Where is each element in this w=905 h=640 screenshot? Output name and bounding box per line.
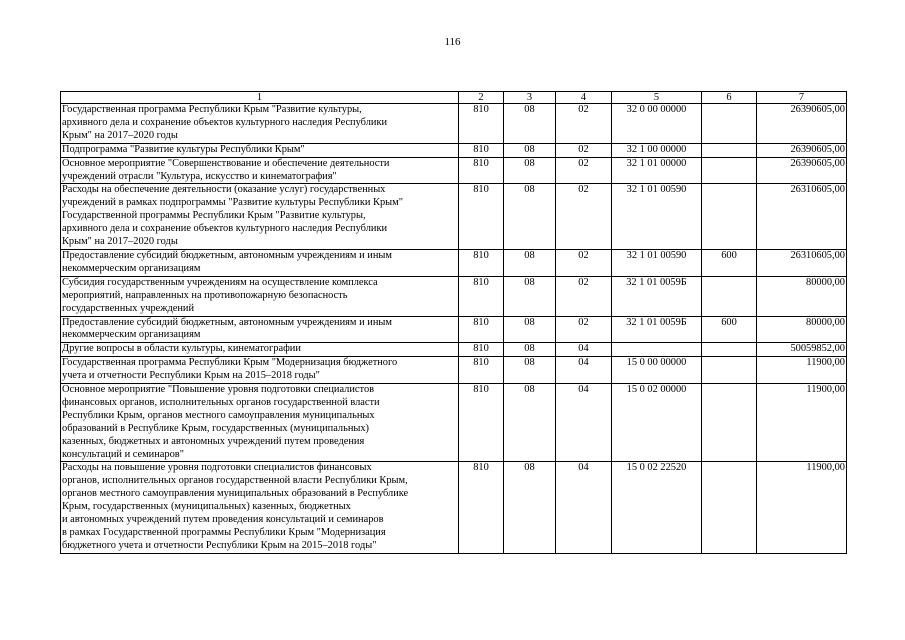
row-col-6 [702,384,757,462]
row-col-2: 810 [459,143,504,157]
row-amount: 80000,00 [757,276,847,316]
row-col-2: 810 [459,157,504,184]
row-amount: 26310605,00 [757,249,847,276]
row-col-6 [702,357,757,384]
header-col-2: 2 [459,92,504,104]
row-col-3: 08 [504,357,556,384]
row-col-3: 08 [504,384,556,462]
row-name: Основное мероприятие "Совершенствование и обеспечение деятельности учреждений отрасли "Культура, искусство и кинематография" [61,157,459,184]
row-name: Расходы на обеспечение деятельности (оказание услуг) государственных учреждений в рамках подпрограммы "Развитие культуры Республики Крым" Государственной программы Республики Крым "Развитие культуры, архивного дела и сохранение объектов культурного наследия Республики Крым" на 2017–2020 годы [61,184,459,250]
row-col-6: 600 [702,249,757,276]
row-col-2: 810 [459,343,504,357]
row-col-5: 15 0 00 00000 [612,357,702,384]
row-col-3: 08 [504,157,556,184]
row-amount: 80000,00 [757,316,847,343]
row-col-3: 08 [504,104,556,144]
header-col-5: 5 [612,92,702,104]
row-col-3: 08 [504,184,556,250]
row-col-4: 04 [556,384,612,462]
row-amount: 26390605,00 [757,143,847,157]
row-col-2: 810 [459,357,504,384]
row-col-5: 32 1 01 00590 [612,184,702,250]
row-amount: 26310605,00 [757,184,847,250]
row-col-3: 08 [504,343,556,357]
row-col-4: 02 [556,316,612,343]
row-col-4: 04 [556,343,612,357]
row-name: Другие вопросы в области культуры, кинематографии [61,343,459,357]
row-col-6 [702,184,757,250]
row-col-3: 08 [504,276,556,316]
row-col-4: 02 [556,276,612,316]
table-row [61,184,847,250]
page-number: 116 [444,36,461,48]
header-col-3: 3 [504,92,556,104]
table-row [61,276,847,316]
row-col-6 [702,157,757,184]
row-name: Государственная программа Республики Крым "Развитие культуры, архивного дела и сохранение объектов культурного наследия Республики Крым" на 2017–2020 годы [61,104,459,144]
row-name: Государственная программа Республики Крым "Модернизация бюджетного учета и отчетности Республики Крым на 2015–2018 годы" [61,357,459,384]
table-row [61,157,847,184]
budget-table [60,91,847,554]
row-name: Субсидия государственным учреждениям на осуществление комплекса мероприятий, направленных на противопожарную безопасность государственных учреждений [61,276,459,316]
row-col-5: 15 0 02 22520 [612,462,702,553]
row-col-4: 04 [556,357,612,384]
row-col-2: 810 [459,249,504,276]
row-col-6 [702,276,757,316]
header-col-6: 6 [702,92,757,104]
header-col-1: 1 [61,92,459,104]
row-col-4: 02 [556,143,612,157]
row-col-2: 810 [459,276,504,316]
row-col-4: 02 [556,157,612,184]
row-col-2: 810 [459,184,504,250]
row-col-5: 15 0 02 00000 [612,384,702,462]
row-col-6 [702,343,757,357]
table-row [61,104,847,144]
row-name: Расходы на повышение уровня подготовки специалистов финансовых органов, исполнительных органов государственной власти Республики Крым, органов местного самоуправления муниципальных образований в Республике Крым, государственных (муниципальных) казенных, бюджетных и автономных учреждений путем проведения консультаций и семинаров в рамках Государственной программы Республики Крым "Модернизация бюджетного учета и отчетности Республики Крым на 2015–2018 годы" [61,462,459,553]
row-amount: 26390605,00 [757,157,847,184]
row-col-5: 32 1 01 0059Б [612,316,702,343]
table-row [61,249,847,276]
row-col-5: 32 1 00 00000 [612,143,702,157]
row-col-5: 32 1 01 00590 [612,249,702,276]
row-col-6 [702,104,757,144]
row-col-2: 810 [459,462,504,553]
row-name: Предоставление субсидий бюджетным, автономным учреждениям и иным некоммерческим организациям [61,249,459,276]
table-row [61,316,847,343]
header-col-7: 7 [757,92,847,104]
row-col-6: 600 [702,316,757,343]
row-name: Основное мероприятие "Повышение уровня подготовки специалистов финансовых органов, исполнительных органов государственной власти Республики Крым, органов местного самоуправления муниципальных образований в Республике Крым, государственных (муниципальных) казенных, бюджетных и автономных учреждений путем проведения консультаций и семинаров" [61,384,459,462]
row-amount: 11900,00 [757,357,847,384]
row-col-2: 810 [459,104,504,144]
table-row [61,143,847,157]
row-col-4: 02 [556,184,612,250]
row-amount: 50059852,00 [757,343,847,357]
row-col-3: 08 [504,249,556,276]
row-col-2: 810 [459,384,504,462]
table-row [61,384,847,462]
row-col-6 [702,143,757,157]
row-col-5 [612,343,702,357]
table-row [61,462,847,553]
row-col-3: 08 [504,462,556,553]
header-col-4: 4 [556,92,612,104]
row-col-5: 32 0 00 00000 [612,104,702,144]
row-col-4: 02 [556,104,612,144]
row-col-5: 32 1 01 00000 [612,157,702,184]
row-col-3: 08 [504,316,556,343]
row-col-2: 810 [459,316,504,343]
row-col-6 [702,462,757,553]
table-row [61,357,847,384]
row-col-4: 02 [556,249,612,276]
row-col-5: 32 1 01 0059Б [612,276,702,316]
row-name: Предоставление субсидий бюджетным, автономным учреждениям и иным некоммерческим организациям [61,316,459,343]
header-row [61,92,847,104]
row-col-4: 04 [556,462,612,553]
row-amount: 26390605,00 [757,104,847,144]
table-row [61,343,847,357]
row-col-3: 08 [504,143,556,157]
row-amount: 11900,00 [757,384,847,462]
row-name: Подпрограмма "Развитие культуры Республики Крым" [61,143,459,157]
row-amount: 11900,00 [757,462,847,553]
